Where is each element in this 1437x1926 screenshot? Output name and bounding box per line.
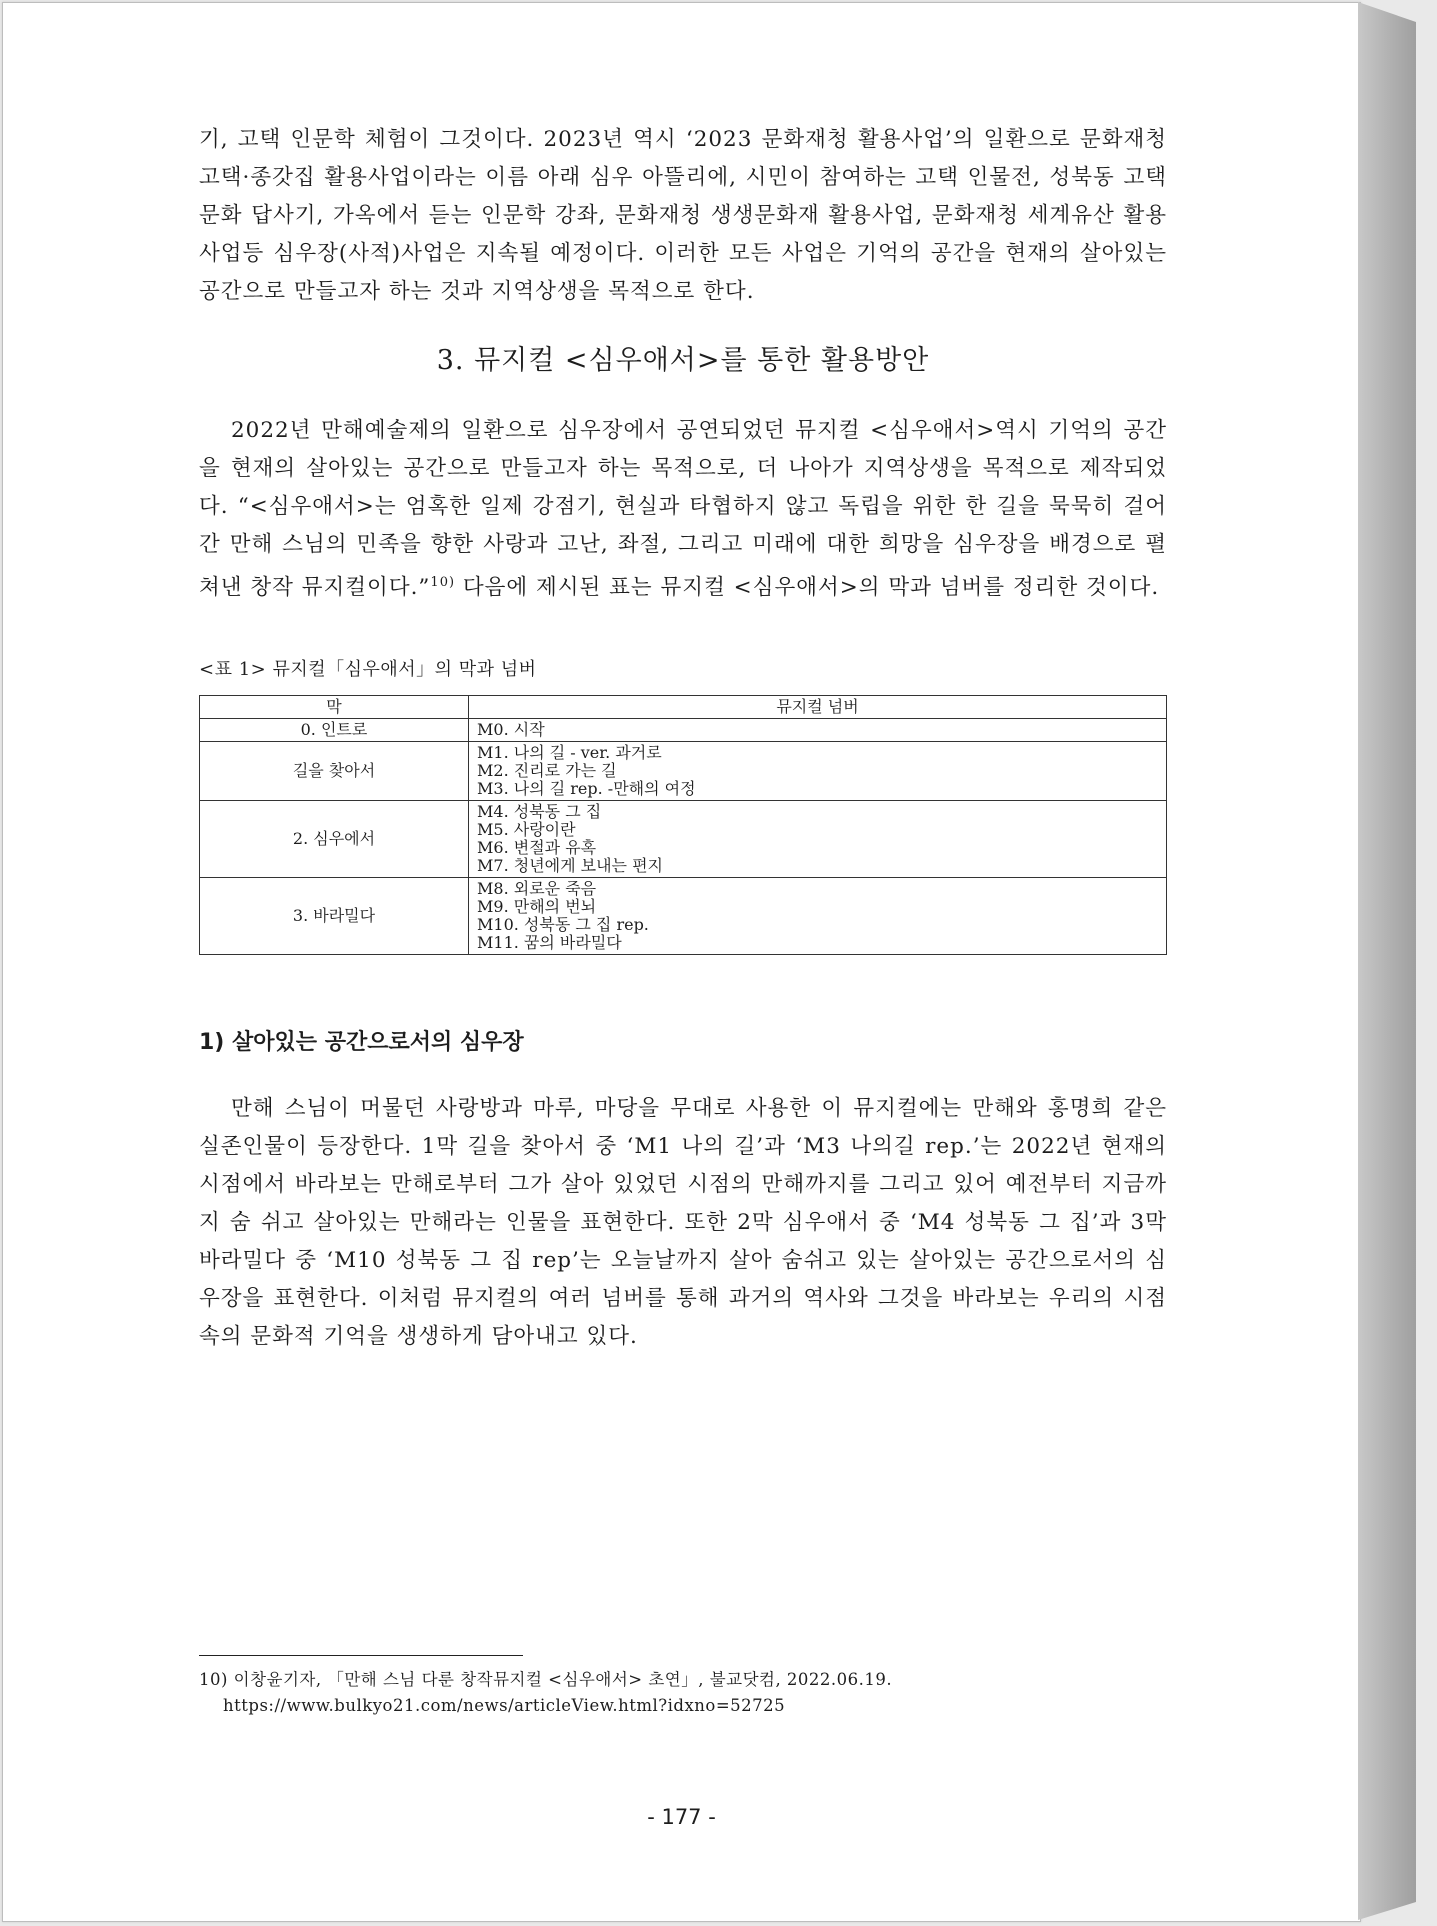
act-cell: 길을 찾아서 [200,742,469,801]
number-item: M3. 나의 길 rep. -만해의 여정 [477,779,696,799]
number-item: M10. 성북동 그 집 rep. [477,915,649,935]
table-row [200,878,1167,955]
numbers-cell [469,719,1167,742]
paragraph-intro: 기, 고택 인문학 체험이 그것이다. 2023년 역시 ‘2023 문화재청 활용사업’의 일환으로 문화재청 고택·종갓집 활용사업이라는 이름 아래 심우 아뜰리에, 시민이 참여하는 고택 인물전, 성북동 고택 문화 답사기, 가옥에서 듣는 인문학 강좌, 문화재청 생생문화재 활용사업, 문화재청 세계유산 활용사업등 심우장(사적)사업은 지속될 예정이다. 이러한 모든 사업은 기억의 공간을 현재의 살아있는 공간으로 만들고자 하는 것과 지역상생을 목적으로 한다. [199,127,1167,304]
number-item: M8. 외로운 죽음 [477,879,597,899]
number-item: M1. 나의 길 - ver. 과거로 [477,743,662,763]
paragraph-musical-tail: 다음에 제시된 표는 뮤지컬 <심우애서>의 막과 넘버를 정리한 것이다. [455,575,1160,601]
numbers-cell [469,878,1167,955]
acts-numbers-table [199,695,1167,955]
number-item: M0. 시작 [477,720,545,740]
table-header-row [200,696,1167,719]
page-number: - 177 - [647,1805,716,1829]
number-item: M9. 만해의 번뇌 [477,897,597,917]
page-edge-shadow [1358,2,1416,1920]
number-item: M6. 변절과 유혹 [477,838,597,858]
document-page [2,2,1361,1922]
act-cell: 2. 심우에서 [200,801,469,878]
number-item: M2. 진리로 가는 길 [477,761,617,781]
number-item: M5. 사랑이란 [477,820,576,840]
header-numbers: 뮤지컬 넘버 [469,696,1167,719]
number-item: M7. 청년에게 보내는 편지 [477,856,664,876]
table-row [200,719,1167,742]
table-caption: <표 1> 뮤지컬「심우애서」의 막과 넘버 [199,659,537,681]
paragraph-musical [199,412,1167,607]
footnote-url[interactable]: https://www.bulkyo21.com/news/articleView.html?idxno=52725 [223,1696,786,1715]
section-title: 3. 뮤지컬 <심우애서>를 통한 활용방안 [436,345,930,376]
subsection-title: 1) 살아있는 공간으로서의 심우장 [199,1030,524,1056]
numbers-cell [469,801,1167,878]
footnote-reference[interactable]: 10) [430,575,456,590]
act-cell: 0. 인트로 [200,719,469,742]
number-item: M4. 성북동 그 집 [477,802,602,822]
paragraph-living-space: 만해 스님이 머물던 사랑방과 마루, 마당을 무대로 사용한 이 뮤지컬에는 만해와 홍명희 같은 실존인물이 등장한다. 1막 길을 찾아서 중 ‘M1 나의 길’과 ‘M3 나의길 rep.’는 2022년 현재의 시점에서 바라보는 만해로부터 그가 살아 있었던 시점의 만해까지를 그리고 있어 예전부터 지금까지 숨 쉬고 살아있는 만해라는 인물을 표현한다. 또한 2막 심우애서 중 ‘M4 성북동 그 집’과 3막 바라밀다 중 ‘M10 성북동 그 집 rep’는 오늘날까지 살아 숨쉬고 있는 살아있는 공간으로서의 심우장을 표현한다. 이처럼 뮤지컬의 여러 넘버를 통해 과거의 역사와 그것을 바라보는 우리의 시점 속의 문화적 기억을 생생하게 담아내고 있다. [199,1096,1167,1350]
table-row [200,742,1167,801]
page-content [199,121,1167,1356]
footnote [199,1667,892,1719]
table-row [200,801,1167,878]
number-item: M11. 꿈의 바라밀다 [477,933,622,953]
footnote-divider [199,1655,523,1656]
header-act: 막 [200,696,469,719]
act-cell: 3. 바라밀다 [200,878,469,955]
numbers-cell [469,742,1167,801]
paragraph-musical-text: 2022년 만해예술제의 일환으로 심우장에서 공연되었던 뮤지컬 <심우애서>역시 기억의 공간을 현재의 살아있는 공간으로 만들고자 하는 목적으로, 더 나아가 지역상생을 목적으로 제작되었다. “<심우애서>는 엄혹한 일제 강점기, 현실과 타협하지 않고 독립을 위한 한 길을 묵묵히 걸어간 만해 스님의 민족을 향한 사랑과 고난, 좌절, 그리고 미래에 대한 희망을 심우장을 배경으로 펼쳐낸 창작 뮤지컬이다.” [199,418,1167,601]
footnote-citation: 10) 이창윤기자, 「만해 스님 다룬 창작뮤지컬 <심우애서> 초연」, 불교닷컴, 2022.06.19. [199,1670,893,1689]
